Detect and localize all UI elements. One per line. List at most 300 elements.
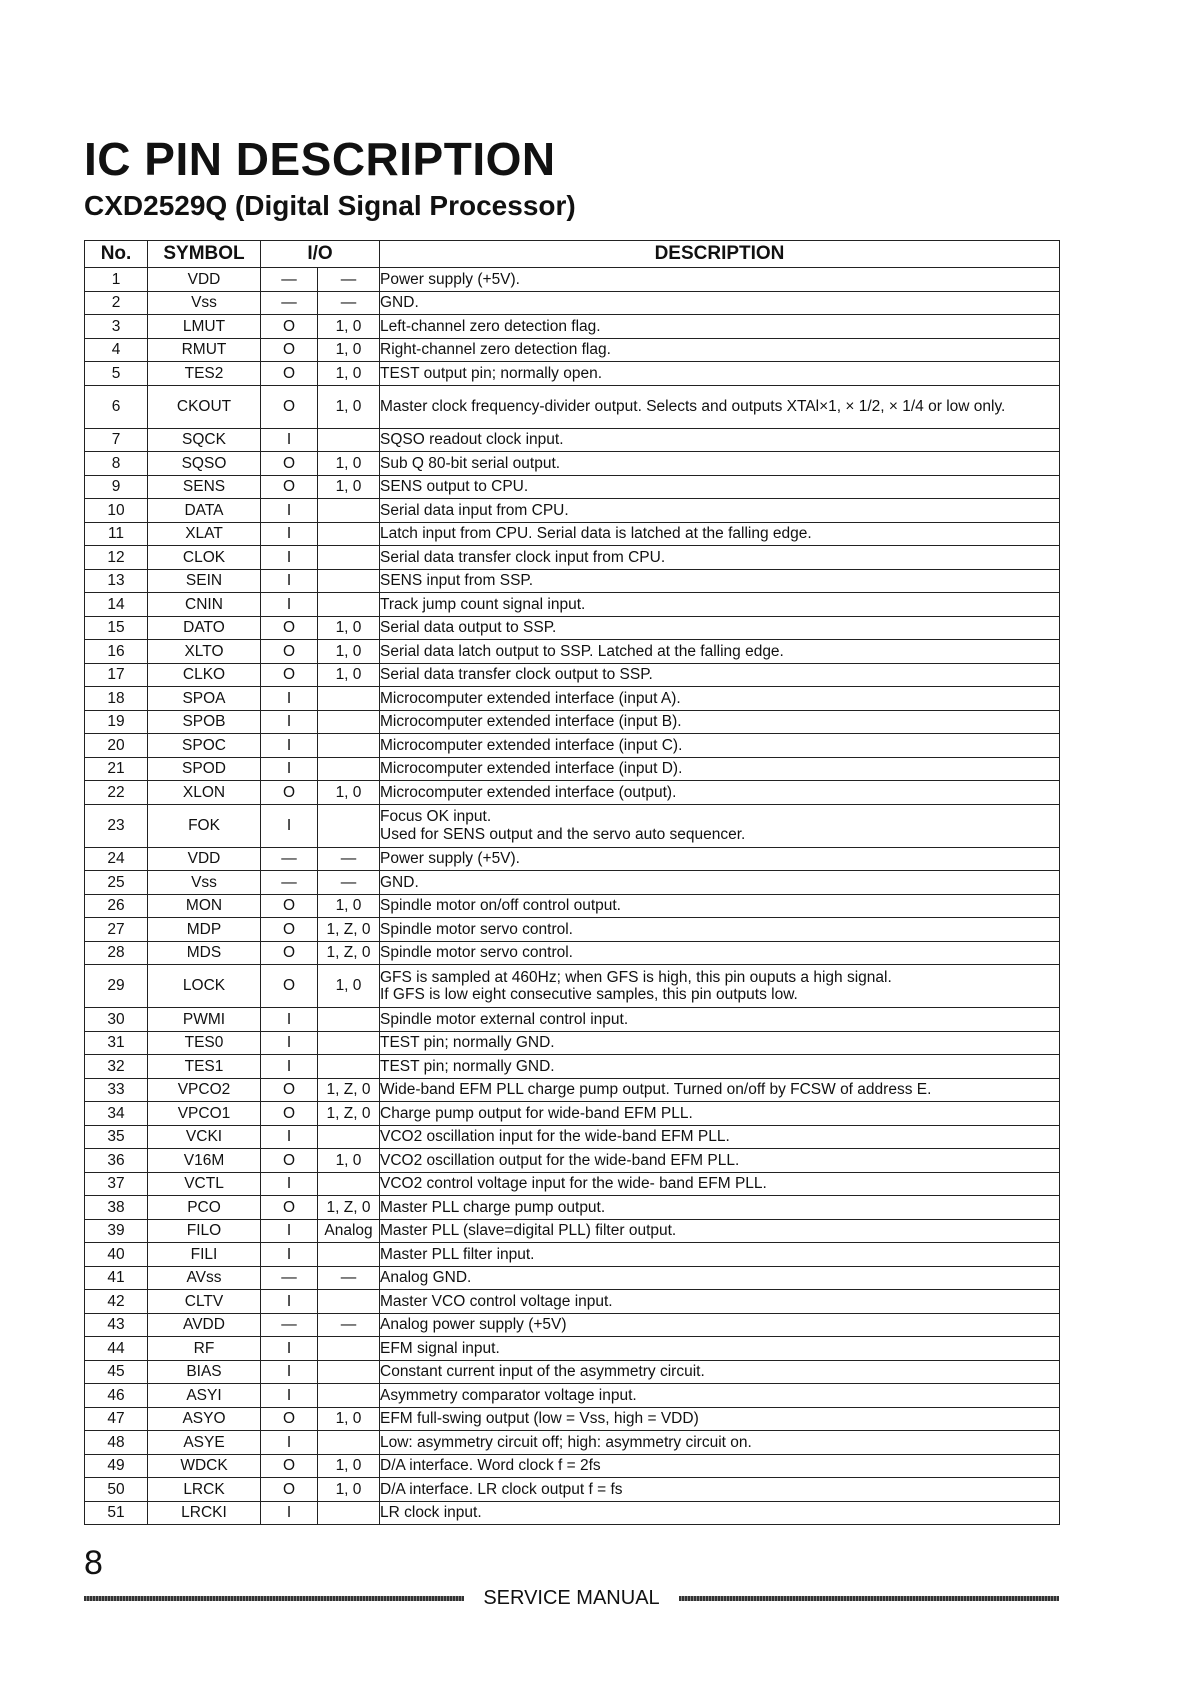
table-row	[85, 1125, 1060, 1149]
pin-io-levels	[318, 499, 380, 523]
pin-number: 13	[85, 569, 148, 593]
pin-description	[380, 1078, 1060, 1102]
pin-description-line: Used for SENS output and the servo auto sequencer.	[380, 825, 746, 843]
pin-io-levels	[318, 757, 380, 781]
pin-io-direction: I	[261, 1501, 318, 1525]
pin-io-levels	[318, 1172, 380, 1196]
pin-io-levels: 1, 0	[318, 452, 380, 476]
pin-symbol: ASYE	[148, 1431, 261, 1455]
pin-description	[380, 965, 1060, 1008]
pin-io-direction: I	[261, 1055, 318, 1079]
pin-io-levels: —	[318, 1313, 380, 1337]
pin-io-direction: O	[261, 1102, 318, 1126]
pin-number: 28	[85, 941, 148, 965]
pin-number: 43	[85, 1313, 148, 1337]
pin-io-direction: O	[261, 475, 318, 499]
pin-symbol: PWMI	[148, 1008, 261, 1032]
pin-symbol: TES2	[148, 362, 261, 386]
pin-symbol: LRCK	[148, 1478, 261, 1502]
pin-table	[84, 240, 1060, 1525]
pin-description	[380, 734, 1060, 758]
pin-number: 39	[85, 1219, 148, 1243]
pin-description	[380, 1125, 1060, 1149]
pin-io-levels: 1, Z, 0	[318, 918, 380, 942]
pin-description-line: Asymmetry comparator voltage input.	[380, 1386, 637, 1404]
pin-description	[380, 871, 1060, 895]
pin-description-line: VCO2 control voltage input for the wide- band EFM PLL.	[380, 1175, 767, 1193]
pin-io-direction: O	[261, 640, 318, 664]
table-row	[85, 1384, 1060, 1408]
pin-number: 38	[85, 1196, 148, 1220]
pin-description-line: Microcomputer extended interface (input B).	[380, 713, 682, 731]
table-row	[85, 1478, 1060, 1502]
pin-description-line: Master clock frequency-divider output. Selects and outputs XTAl×1, × 1/2, × 1/4 or low only.	[380, 397, 1006, 415]
pin-description	[380, 1149, 1060, 1173]
pin-description-line: SQSO readout clock input.	[380, 431, 564, 449]
pin-description	[380, 452, 1060, 476]
table-row	[85, 1360, 1060, 1384]
pin-symbol: FOK	[148, 804, 261, 847]
table-row	[85, 291, 1060, 315]
table-row	[85, 522, 1060, 546]
table-row	[85, 315, 1060, 339]
pin-description-line: Right-channel zero detection flag.	[380, 341, 611, 359]
pin-symbol: SPOB	[148, 710, 261, 734]
pin-description	[380, 291, 1060, 315]
pin-io-direction: O	[261, 918, 318, 942]
pin-number: 24	[85, 847, 148, 871]
pin-description	[380, 687, 1060, 711]
pin-io-levels: —	[318, 847, 380, 871]
pin-io-direction: I	[261, 757, 318, 781]
pin-symbol: PCO	[148, 1196, 261, 1220]
pin-number: 5	[85, 362, 148, 386]
pin-symbol: LRCKI	[148, 1501, 261, 1525]
pin-description	[380, 1055, 1060, 1079]
pin-number: 9	[85, 475, 148, 499]
pin-description	[380, 1196, 1060, 1220]
pin-io-levels	[318, 1384, 380, 1408]
pin-io-levels	[318, 1008, 380, 1032]
pin-number: 21	[85, 757, 148, 781]
pin-description	[380, 1172, 1060, 1196]
pin-description-line: Power supply (+5V).	[380, 850, 520, 868]
table-row	[85, 781, 1060, 805]
pin-io-direction: —	[261, 847, 318, 871]
pin-number: 14	[85, 593, 148, 617]
pin-symbol: SPOC	[148, 734, 261, 758]
table-row	[85, 1501, 1060, 1525]
pin-description-line: Serial data transfer clock output to SSP.	[380, 666, 653, 684]
pin-description	[380, 593, 1060, 617]
pin-number: 32	[85, 1055, 148, 1079]
pin-io-direction: I	[261, 1125, 318, 1149]
pin-number: 19	[85, 710, 148, 734]
pin-symbol: CLOK	[148, 546, 261, 570]
pin-io-direction: I	[261, 1008, 318, 1032]
pin-description-line: Serial data input from CPU.	[380, 501, 569, 519]
pin-io-direction: O	[261, 1196, 318, 1220]
pin-description-line: VCO2 oscillation input for the wide-band EFM PLL.	[380, 1128, 730, 1146]
pin-description-line: Focus OK input.	[380, 808, 492, 826]
pin-io-direction: O	[261, 338, 318, 362]
pin-io-levels: 1, 0	[318, 781, 380, 805]
pin-io-levels: 1, 0	[318, 1149, 380, 1173]
pin-io-levels: 1, 0	[318, 475, 380, 499]
pin-io-direction: I	[261, 1243, 318, 1267]
pin-description	[380, 640, 1060, 664]
pin-description-line: Microcomputer extended interface (output).	[380, 783, 677, 801]
pin-io-direction: —	[261, 1266, 318, 1290]
table-row	[85, 1243, 1060, 1267]
pin-description	[380, 941, 1060, 965]
pin-io-direction: I	[261, 1031, 318, 1055]
table-row	[85, 640, 1060, 664]
pin-io-direction: O	[261, 663, 318, 687]
pin-io-levels	[318, 804, 380, 847]
table-row	[85, 1149, 1060, 1173]
pin-symbol: ASYO	[148, 1407, 261, 1431]
pin-number: 26	[85, 894, 148, 918]
pin-description	[380, 1501, 1060, 1525]
pin-io-levels: 1, 0	[318, 1407, 380, 1431]
pin-description-line: Serial data latch output to SSP. Latched at the falling edge.	[380, 642, 784, 660]
pin-io-direction: I	[261, 1337, 318, 1361]
pin-number: 10	[85, 499, 148, 523]
pin-symbol: CKOUT	[148, 385, 261, 428]
pin-io-levels	[318, 710, 380, 734]
pin-number: 42	[85, 1290, 148, 1314]
table-row	[85, 593, 1060, 617]
pin-symbol: SQSO	[148, 452, 261, 476]
pin-description-line: Spindle motor servo control.	[380, 944, 573, 962]
header-no: No.	[85, 241, 148, 268]
pin-description	[380, 1008, 1060, 1032]
pin-description-line: Microcomputer extended interface (input A).	[380, 689, 681, 707]
pin-io-levels	[318, 734, 380, 758]
table-row	[85, 362, 1060, 386]
pin-description-line: EFM signal input.	[380, 1339, 500, 1357]
table-row	[85, 710, 1060, 734]
table-row	[85, 268, 1060, 292]
pin-number: 41	[85, 1266, 148, 1290]
pin-io-levels: 1, Z, 0	[318, 941, 380, 965]
pin-number: 17	[85, 663, 148, 687]
pin-number: 12	[85, 546, 148, 570]
pin-description	[380, 1219, 1060, 1243]
pin-number: 3	[85, 315, 148, 339]
pin-description-line: Low: asymmetry circuit off; high: asymmetry circuit on.	[380, 1433, 752, 1451]
pin-io-levels: 1, 0	[318, 640, 380, 664]
table-row	[85, 757, 1060, 781]
pin-description	[380, 362, 1060, 386]
pin-description-line: Charge pump output for wide-band EFM PLL.	[380, 1104, 693, 1122]
pin-symbol: VCKI	[148, 1125, 261, 1149]
pin-description-line: Latch input from CPU. Serial data is latched at the falling edge.	[380, 525, 812, 543]
pin-symbol: SPOD	[148, 757, 261, 781]
pin-io-levels: —	[318, 291, 380, 315]
pin-symbol: SENS	[148, 475, 261, 499]
pin-number: 36	[85, 1149, 148, 1173]
pin-description	[380, 1337, 1060, 1361]
pin-io-direction: I	[261, 1219, 318, 1243]
pin-description	[380, 522, 1060, 546]
pin-io-levels	[318, 522, 380, 546]
pin-description	[380, 428, 1060, 452]
pin-io-direction: O	[261, 315, 318, 339]
pin-io-levels: —	[318, 1266, 380, 1290]
pin-symbol: CLKO	[148, 663, 261, 687]
pin-number: 46	[85, 1384, 148, 1408]
pin-number: 31	[85, 1031, 148, 1055]
pin-symbol: LMUT	[148, 315, 261, 339]
pin-io-direction: I	[261, 546, 318, 570]
pin-io-levels: 1, 0	[318, 616, 380, 640]
pin-number: 48	[85, 1431, 148, 1455]
pin-number: 20	[85, 734, 148, 758]
table-row	[85, 687, 1060, 711]
pin-io-levels	[318, 569, 380, 593]
pin-description-line: Spindle motor servo control.	[380, 920, 573, 938]
pin-description-line: Master PLL filter input.	[380, 1245, 535, 1263]
table-row	[85, 1407, 1060, 1431]
pin-description-line: Microcomputer extended interface (input C).	[380, 736, 683, 754]
pin-number: 11	[85, 522, 148, 546]
pin-description-line: Master PLL (slave=digital PLL) filter output.	[380, 1222, 677, 1240]
pin-number: 4	[85, 338, 148, 362]
pin-number: 1	[85, 268, 148, 292]
pin-io-levels	[318, 1243, 380, 1267]
pin-io-direction: O	[261, 1478, 318, 1502]
pin-description-line: If GFS is low eight consecutive samples, this pin outputs low.	[380, 986, 798, 1003]
pin-io-levels: Analog	[318, 1219, 380, 1243]
table-row	[85, 918, 1060, 942]
pin-io-levels: 1, 0	[318, 965, 380, 1008]
pin-number: 25	[85, 871, 148, 895]
pin-io-direction: O	[261, 385, 318, 428]
header-description: DESCRIPTION	[380, 241, 1060, 268]
pin-number: 29	[85, 965, 148, 1008]
pin-symbol: DATA	[148, 499, 261, 523]
table-row	[85, 1078, 1060, 1102]
pin-io-levels: —	[318, 268, 380, 292]
pin-io-direction: I	[261, 1172, 318, 1196]
pin-description	[380, 1407, 1060, 1431]
pin-symbol: FILO	[148, 1219, 261, 1243]
pin-io-levels	[318, 1290, 380, 1314]
header-io: I/O	[261, 241, 380, 268]
pin-io-levels	[318, 1055, 380, 1079]
pin-number: 47	[85, 1407, 148, 1431]
pin-io-levels: 1, 0	[318, 1478, 380, 1502]
pin-description	[380, 338, 1060, 362]
pin-description-line: Analog GND.	[380, 1269, 472, 1287]
pin-description	[380, 385, 1060, 428]
pin-description	[380, 804, 1060, 847]
pin-symbol: VPCO2	[148, 1078, 261, 1102]
table-row	[85, 1031, 1060, 1055]
pin-description	[380, 781, 1060, 805]
pin-symbol: XLON	[148, 781, 261, 805]
pin-number: 16	[85, 640, 148, 664]
table-row	[85, 894, 1060, 918]
pin-description-line: LR clock input.	[380, 1504, 482, 1522]
pin-number: 30	[85, 1008, 148, 1032]
pin-io-levels: 1, Z, 0	[318, 1196, 380, 1220]
pin-symbol: RMUT	[148, 338, 261, 362]
pin-number: 44	[85, 1337, 148, 1361]
table-row	[85, 1055, 1060, 1079]
pin-description-line: Spindle motor external control input.	[380, 1010, 629, 1028]
pin-description-line: Spindle motor on/off control output.	[380, 897, 621, 915]
table-row	[85, 941, 1060, 965]
pin-description-line: TEST output pin; normally open.	[380, 364, 603, 382]
pin-description-line: GFS is sampled at 460Hz; when GFS is high, this pin ouputs a high signal.	[380, 968, 892, 986]
pin-description-line: SENS input from SSP.	[380, 572, 534, 590]
pin-description	[380, 1031, 1060, 1055]
pin-description	[380, 268, 1060, 292]
pin-description-line: Master PLL charge pump output.	[380, 1198, 606, 1216]
pin-symbol: TES0	[148, 1031, 261, 1055]
table-row	[85, 428, 1060, 452]
pin-description	[380, 1454, 1060, 1478]
pin-io-direction: I	[261, 710, 318, 734]
pin-io-levels	[318, 1337, 380, 1361]
pin-number: 2	[85, 291, 148, 315]
page-title: IC PIN DESCRIPTION	[84, 133, 556, 185]
pin-io-direction: —	[261, 291, 318, 315]
pin-description-line: D/A interface. LR clock output f = fs	[380, 1480, 623, 1498]
pin-number: 23	[85, 804, 148, 847]
footer-text: SERVICE MANUAL	[483, 1587, 660, 1609]
pin-io-direction: I	[261, 522, 318, 546]
table-row	[85, 499, 1060, 523]
pin-io-levels	[318, 1360, 380, 1384]
pin-io-levels	[318, 687, 380, 711]
table-row	[85, 546, 1060, 570]
pin-io-levels: 1, Z, 0	[318, 1102, 380, 1126]
pin-symbol: XLAT	[148, 522, 261, 546]
pin-symbol: LOCK	[148, 965, 261, 1008]
pin-number: 45	[85, 1360, 148, 1384]
pin-io-direction: I	[261, 1384, 318, 1408]
pin-number: 33	[85, 1078, 148, 1102]
pin-io-direction: O	[261, 1407, 318, 1431]
pin-symbol: AVss	[148, 1266, 261, 1290]
pin-description	[380, 1102, 1060, 1126]
pin-io-direction: —	[261, 268, 318, 292]
pin-number: 18	[85, 687, 148, 711]
pin-io-direction: I	[261, 1290, 318, 1314]
pin-io-levels: 1, 0	[318, 1454, 380, 1478]
pin-number: 6	[85, 385, 148, 428]
pin-description-line: Analog power supply (+5V)	[380, 1316, 567, 1334]
pin-description-line: TEST pin; normally GND.	[380, 1057, 555, 1075]
pin-description	[380, 1243, 1060, 1267]
pin-description	[380, 1313, 1060, 1337]
pin-symbol: CNIN	[148, 593, 261, 617]
pin-io-direction: O	[261, 894, 318, 918]
pin-description	[380, 475, 1060, 499]
pin-io-levels: 1, 0	[318, 362, 380, 386]
pin-description-line: Serial data transfer clock input from CPU.	[380, 548, 666, 566]
header-symbol: SYMBOL	[148, 241, 261, 268]
pin-description-line: Master VCO control voltage input.	[380, 1292, 613, 1310]
pin-symbol: WDCK	[148, 1454, 261, 1478]
pin-io-direction: O	[261, 941, 318, 965]
table-row	[85, 1196, 1060, 1220]
table-row	[85, 452, 1060, 476]
page-number: 8	[84, 1544, 103, 1582]
pin-description-line: Constant current input of the asymmetry circuit.	[380, 1363, 705, 1381]
pin-description	[380, 616, 1060, 640]
pin-io-levels	[318, 1501, 380, 1525]
pin-io-direction: I	[261, 499, 318, 523]
pin-number: 22	[85, 781, 148, 805]
pin-description	[380, 710, 1060, 734]
pin-io-levels: —	[318, 871, 380, 895]
pin-symbol: SPOA	[148, 687, 261, 711]
pin-symbol: VDD	[148, 268, 261, 292]
pin-io-levels	[318, 546, 380, 570]
pin-io-levels: 1, 0	[318, 315, 380, 339]
pin-number: 49	[85, 1454, 148, 1478]
pin-io-direction: O	[261, 1149, 318, 1173]
pin-description	[380, 315, 1060, 339]
page-subtitle: CXD2529Q (Digital Signal Processor)	[84, 190, 576, 221]
pin-symbol: MDP	[148, 918, 261, 942]
pin-io-direction: O	[261, 452, 318, 476]
pin-io-direction: O	[261, 781, 318, 805]
pin-description	[380, 894, 1060, 918]
pin-description	[380, 546, 1060, 570]
pin-number: 40	[85, 1243, 148, 1267]
pin-number: 8	[85, 452, 148, 476]
table-row	[85, 1431, 1060, 1455]
pin-description	[380, 1266, 1060, 1290]
pin-description-line: VCO2 oscillation output for the wide-band EFM PLL.	[380, 1151, 740, 1169]
pin-description	[380, 499, 1060, 523]
pin-io-levels: 1, 0	[318, 338, 380, 362]
pin-description	[380, 569, 1060, 593]
table-row	[85, 1337, 1060, 1361]
pin-symbol: TES1	[148, 1055, 261, 1079]
pin-symbol: XLTO	[148, 640, 261, 664]
pin-io-direction: I	[261, 687, 318, 711]
pin-io-levels	[318, 1125, 380, 1149]
pin-description-line: SENS output to CPU.	[380, 478, 529, 496]
table-row	[85, 1290, 1060, 1314]
pin-description	[380, 847, 1060, 871]
pin-symbol: VPCO1	[148, 1102, 261, 1126]
pin-io-levels: 1, 0	[318, 385, 380, 428]
pin-number: 51	[85, 1501, 148, 1525]
pin-description	[380, 1478, 1060, 1502]
pin-symbol: BIAS	[148, 1360, 261, 1384]
pin-description-line: TEST pin; normally GND.	[380, 1034, 555, 1052]
pin-number: 34	[85, 1102, 148, 1126]
pin-description-line: Left-channel zero detection flag.	[380, 317, 601, 335]
pin-description-line: GND.	[380, 873, 419, 891]
pin-io-levels: 1, 0	[318, 894, 380, 918]
pin-io-direction: O	[261, 1454, 318, 1478]
pin-description	[380, 918, 1060, 942]
table-row	[85, 871, 1060, 895]
footer-rule-right	[679, 1596, 1059, 1601]
pin-number: 50	[85, 1478, 148, 1502]
pin-symbol: Vss	[148, 291, 261, 315]
table-row	[85, 385, 1060, 428]
